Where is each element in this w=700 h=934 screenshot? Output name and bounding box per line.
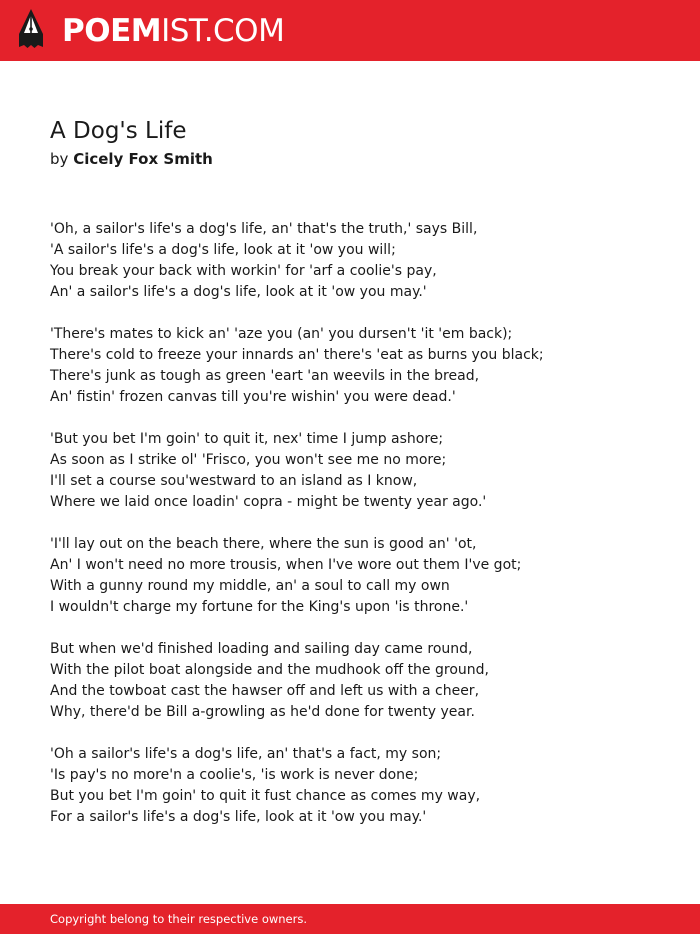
poem-line: Where we laid once loadin' copra - might be twenty year ago.' [50,494,487,510]
poem-line: 'Oh a sailor's life's a dog's life, an' that's a fact, my son; [50,746,442,762]
poem-line: I'll set a course sou'westward to an island as I know, [50,473,418,489]
poem-line: There's junk as tough as green 'eart 'an weevils in the bread, [50,368,480,384]
poem-body [50,219,670,849]
poem-line: And the towboat cast the hawser off and left us with a cheer, [50,683,480,699]
copyright-text: Copyright belong to their respective owners. [50,912,308,926]
poem-line: I wouldn't charge my fortune for the King's upon 'is throne.' [50,599,469,615]
poem-line: With the pilot boat alongside and the mudhook off the ground, [50,662,489,678]
poem-line: 'Is pay's no more'n a coolie's, 'is work is never done; [50,767,419,783]
poem-line: 'But you bet I'm goin' to quit it, nex' time I jump ashore; [50,431,444,447]
logo-bold-text: POEM [62,13,162,49]
site-header [0,0,700,61]
poem-line: As soon as I strike ol' 'Frisco, you won't see me no more; [50,452,447,468]
poem-line: With a gunny round my middle, an' a soul to call my own [50,578,450,594]
poem-line: An' a sailor's life's a dog's life, look at it 'ow you may.' [50,284,427,300]
poem-line: An' fistin' frozen canvas till you're wishin' you were dead.' [50,389,456,405]
poem-line: You break your back with workin' for 'arf a coolie's pay, [50,263,437,279]
site-footer [0,904,700,934]
poem-title: A Dog's Life [50,118,187,144]
stanza [50,324,670,408]
poem-line: For a sailor's life's a dog's life, look at it 'ow you may.' [50,809,427,825]
poem-line: 'A sailor's life's a dog's life, look at it 'ow you will; [50,242,396,258]
site-logo-link[interactable] [62,11,284,51]
poem-line: 'I'll lay out on the beach there, where the sun is good an' 'ot, [50,536,477,552]
poem-line: An' I won't need no more trousis, when I've wore out them I've got; [50,557,522,573]
pen-nib-icon[interactable] [17,9,45,51]
poem-line: 'There's mates to kick an' 'aze you (an' you dursen't 'it 'em back); [50,326,513,342]
stanza [50,744,670,828]
logo-light-text: IST.COM [161,13,285,49]
poem-line: There's cold to freeze your innards an' there's 'eat as burns you black; [50,347,544,363]
by-label: by [50,150,69,168]
stanza [50,639,670,723]
poem-line: But when we'd finished loading and sailing day came round, [50,641,473,657]
stanza [50,534,670,618]
stanza [50,219,670,303]
poem-line: 'Oh, a sailor's life's a dog's life, an' that's the truth,' says Bill, [50,221,478,237]
poem-line: But you bet I'm goin' to quit it fust chance as comes my way, [50,788,481,804]
poem-line: Why, there'd be Bill a-growling as he'd done for twenty year. [50,704,475,720]
stanza [50,429,670,513]
byline [50,148,213,170]
author-name: Cicely Fox Smith [73,150,213,168]
